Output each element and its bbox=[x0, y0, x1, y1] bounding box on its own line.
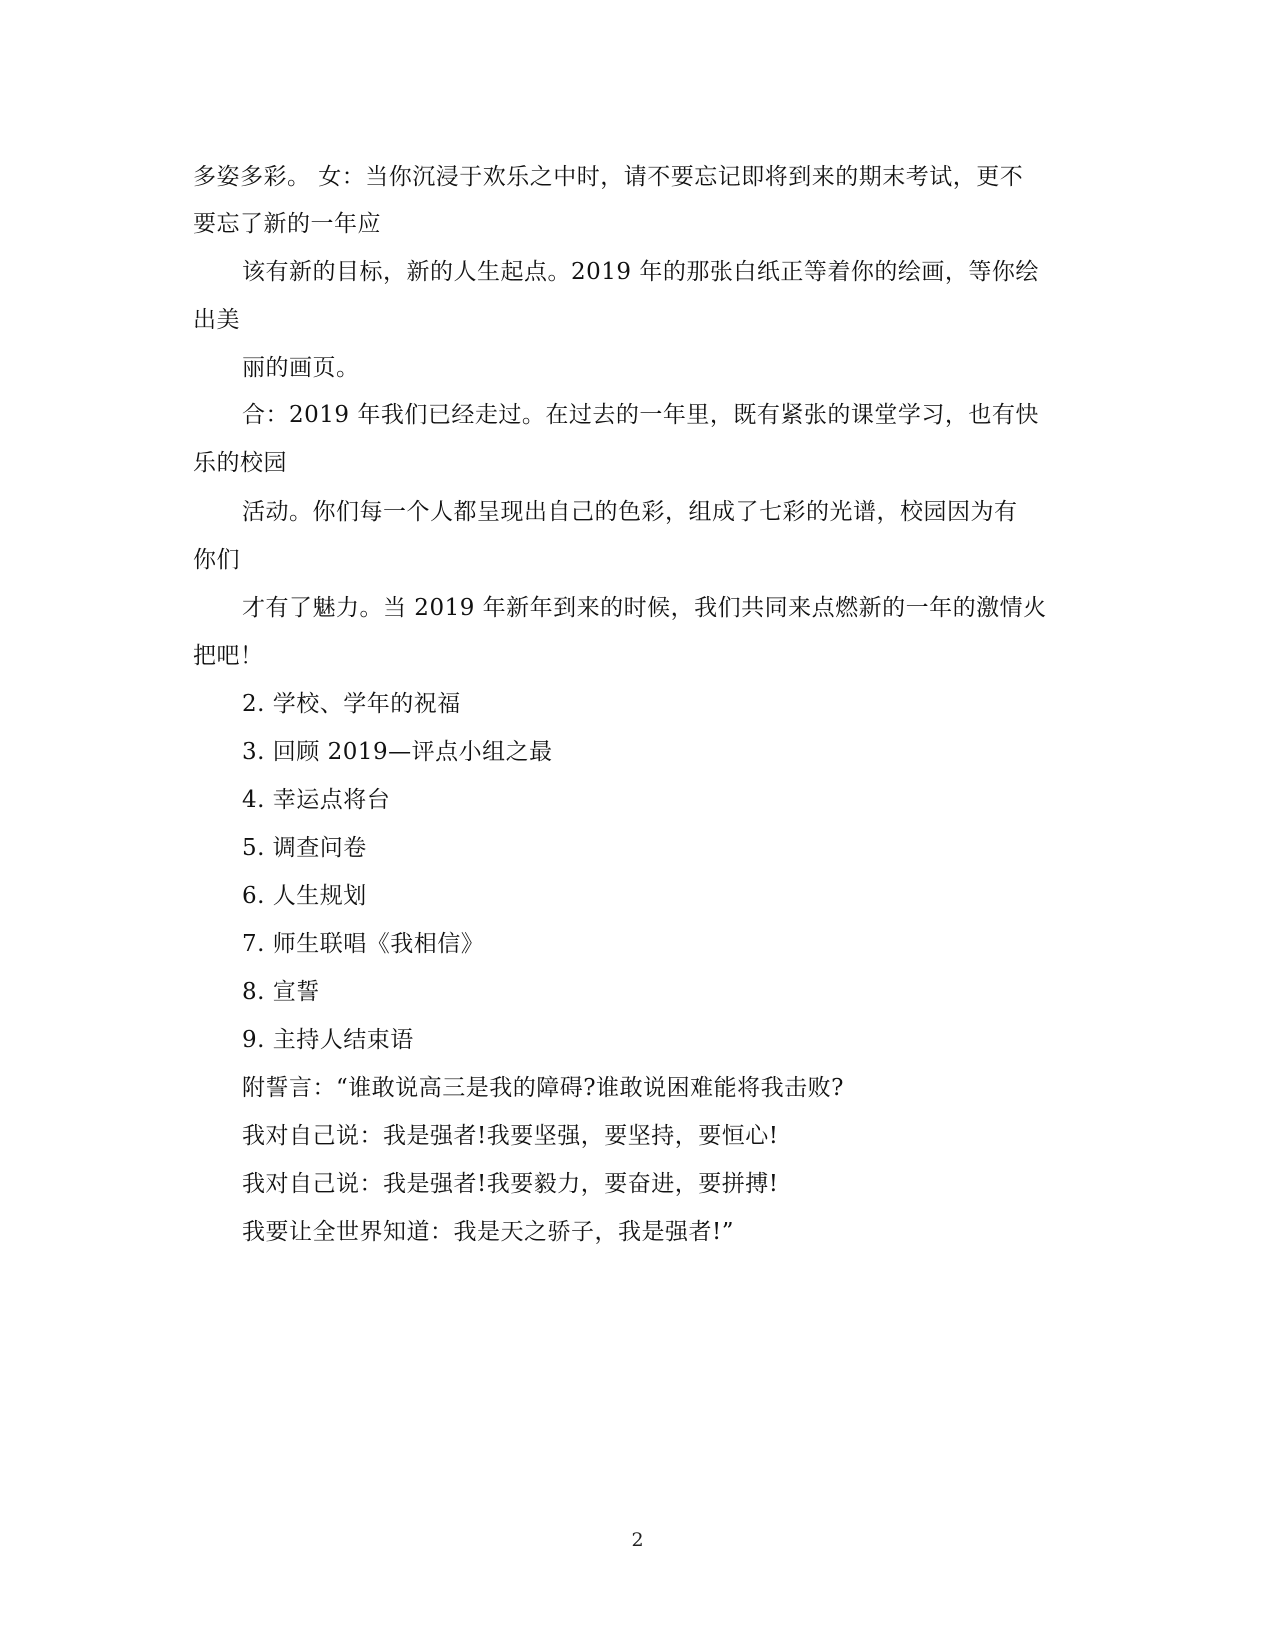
text-line: 乐的校园 bbox=[193, 450, 287, 476]
text-line: 你们 bbox=[193, 547, 240, 573]
list-item: 2. 学校、学年的祝福 bbox=[242, 691, 461, 717]
text-line: 该有新的目标，新的人生起点。2019 年的那张白纸正等着你的绘画，等你绘 bbox=[242, 259, 1039, 285]
text-line: 丽的画页。 bbox=[242, 355, 360, 381]
list-item: 4. 幸运点将台 bbox=[242, 787, 391, 813]
list-item: 5. 调查问卷 bbox=[242, 835, 367, 861]
text-line: 合：2019 年我们已经走过。在过去的一年里，既有紧张的课堂学习，也有快 bbox=[242, 402, 1039, 428]
text-line: 我要让全世界知道：我是天之骄子，我是强者!” bbox=[242, 1219, 735, 1245]
text-line: 多姿多彩。 女：当你沉浸于欢乐之中时，请不要忘记即将到来的期末考试，更不 bbox=[193, 164, 1024, 190]
text-line: 活动。你们每一个人都呈现出自己的色彩，组成了七彩的光谱，校园因为有 bbox=[242, 499, 1018, 525]
list-item: 6. 人生规划 bbox=[242, 883, 367, 909]
text-line: 把吧！ bbox=[193, 643, 264, 669]
text-line: 我对自己说：我是强者!我要毅力，要奋进，要拼搏! bbox=[242, 1171, 779, 1197]
list-item: 8. 宣誓 bbox=[242, 979, 320, 1005]
list-item: 3. 回顾 2019—评点小组之最 bbox=[242, 739, 553, 765]
text-line: 出美 bbox=[193, 307, 240, 333]
text-line: 要忘了新的一年应 bbox=[193, 211, 381, 237]
list-item: 9. 主持人结束语 bbox=[242, 1027, 414, 1053]
text-line: 才有了魅力。当 2019 年新年到来的时候，我们共同来点燃新的一年的激情火 bbox=[242, 595, 1047, 621]
text-line: 附誓言：“谁敢说高三是我的障碍?谁敢说困难能将我击败? bbox=[242, 1075, 844, 1101]
page-number: 2 bbox=[631, 1529, 644, 1551]
list-item: 7. 师生联唱《我相信》 bbox=[242, 931, 485, 957]
text-line: 我对自己说：我是强者!我要坚强，要坚持，要恒心! bbox=[242, 1123, 779, 1149]
